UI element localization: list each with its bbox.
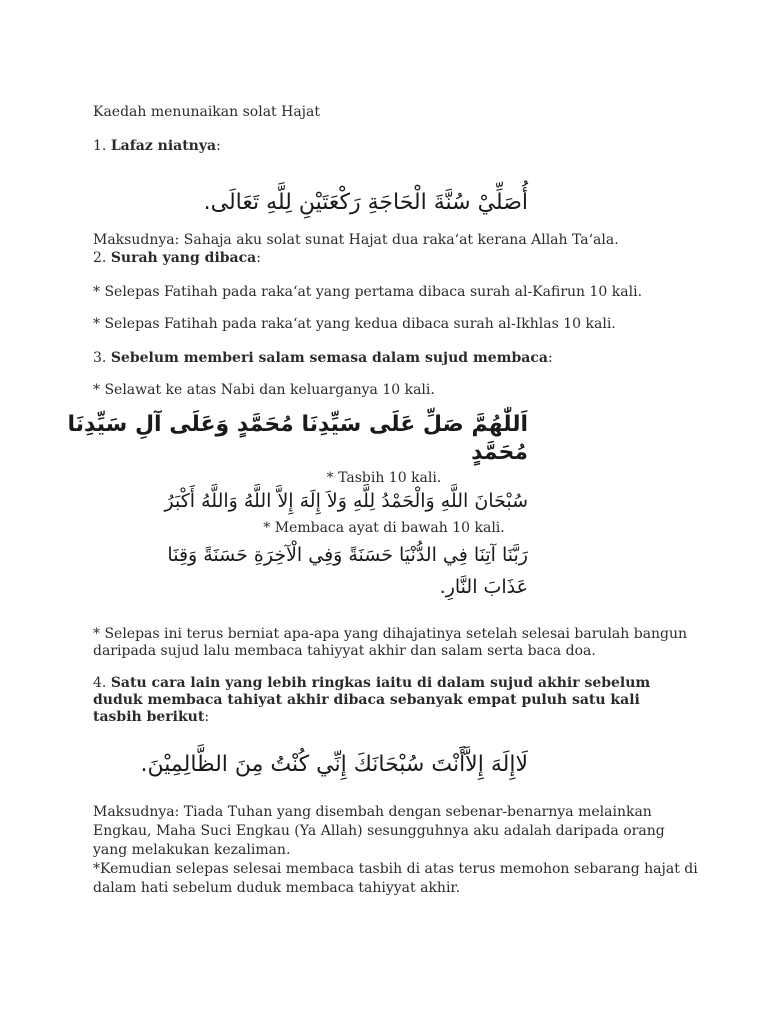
selawat-instruction: * Selawat ke atas Nabi dan keluarganya 10 kali. [93,382,435,398]
section-2-number: 2. [93,250,107,266]
after-note-line-1: * Selepas ini terus berniat apa-apa yang dihajatinya setelah selesai barulah bangun [93,626,688,642]
section-4-colon: : [204,709,210,725]
section-1-heading [93,138,221,155]
after-note-line-2: daripada sujud lalu membaca tahiyyat akhir dan salam serta baca doa. [93,643,596,659]
ayat-arabic-line-1: رَبَّنَا آتِنَا فِي الدُّنْيَا حَسَنَةً وَفِي الْآخِرَةِ حَسَنَةً وَقِنَا [167,544,528,566]
section-4-title-line-3: tasbih berikut [93,709,205,725]
section-2-colon: : [256,250,261,266]
tasbih-meaning-line-1: Maksudnya: Tiada Tuhan yang disembah dengan sebenar-benarnya melainkan [93,804,652,820]
section-1-colon: : [216,138,221,154]
section-1-number: 1. [93,138,107,154]
section-4-heading-line-2: duduk membaca tahiyat akhir dibaca sebanyak empat puluh satu kali [93,692,640,708]
section-3-colon: : [547,350,553,366]
section-4-heading-line-1 [93,675,650,692]
tasbih-meaning-line-3: yang melakukan kezaliman. [93,842,291,858]
selawat-arabic-line-1: اَللّٰهُمَّ صَلِّ عَلَى سَيِّدِنَا مُحَمَّدٍ وَعَلَى آلِ سَيِّدِنَا [67,412,528,437]
tasbih-label: * Tasbih 10 kali. [326,470,442,486]
tasbih-arabic-text: سُبْحَانَ اللَّهِ وَالْحَمْدُ لِلَّهِ وَلاَ إِلَهَ إِلاَّ اللَّهُ وَاللَّهُ أَكْبَرُ [164,490,528,512]
tasbih-meaning-line-2: Engkau, Maha Suci Engkau (Ya Allah) sesungguhnya aku adalah daripada orang [93,823,665,839]
ayat-label: * Membaca ayat di bawah 10 kali. [263,520,505,536]
surah-item-2: * Selepas Fatihah pada raka‘at yang kedua dibaca surah al-Ikhlas 10 kali. [93,316,616,332]
niat-meaning: Maksudnya: Sahaja aku solat sunat Hajat dua raka‘at kerana Allah Ta‘ala. [93,232,619,248]
selawat-arabic-line-2: مُحَمَّدٍ [471,440,528,465]
section-4-title-line-1: Satu cara lain yang lebih ringkas iaitu di dalam sujud akhir sebelum [110,675,651,691]
section-4-heading-line-3 [93,709,209,726]
tasbih-yunus-arabic-text: لَاإِلَهَ إِلاَّأَنْتَ سُبْحَانَكَ إِنِّي كُنْتُ مِنَ الظَّالِمِيْنَ. [140,752,528,777]
section-3-number: 3. [93,350,107,366]
section-2-title: Surah yang dibaca [110,250,257,266]
final-note-line-2: dalam hati sebelum duduk membaca tahiyyat akhir. [93,880,461,896]
section-4-number: 4. [93,675,107,691]
section-3-heading [93,350,553,367]
section-3-title: Sebelum memberi salam semasa dalam sujud membaca [110,350,548,366]
surah-item-1: * Selepas Fatihah pada raka‘at yang pertama dibaca surah al-Kafirun 10 kali. [93,284,643,300]
section-1-title: Lafaz niatnya [110,138,217,154]
section-2-heading [93,250,261,267]
document-title: Kaedah menunaikan solat Hajat [93,104,320,120]
niat-arabic-text: أُصَلِّيْ سُنَّةَ الْحَاجَةِ رَكْعَتَيْنِ لِلَّهِ تَعَالَى. [203,190,528,215]
final-note-line-1: *Kemudian selepas selesai membaca tasbih di atas terus memohon sebarang hajat di [93,861,698,877]
ayat-arabic-line-2: عَذَابَ النَّارِ. [439,576,528,598]
